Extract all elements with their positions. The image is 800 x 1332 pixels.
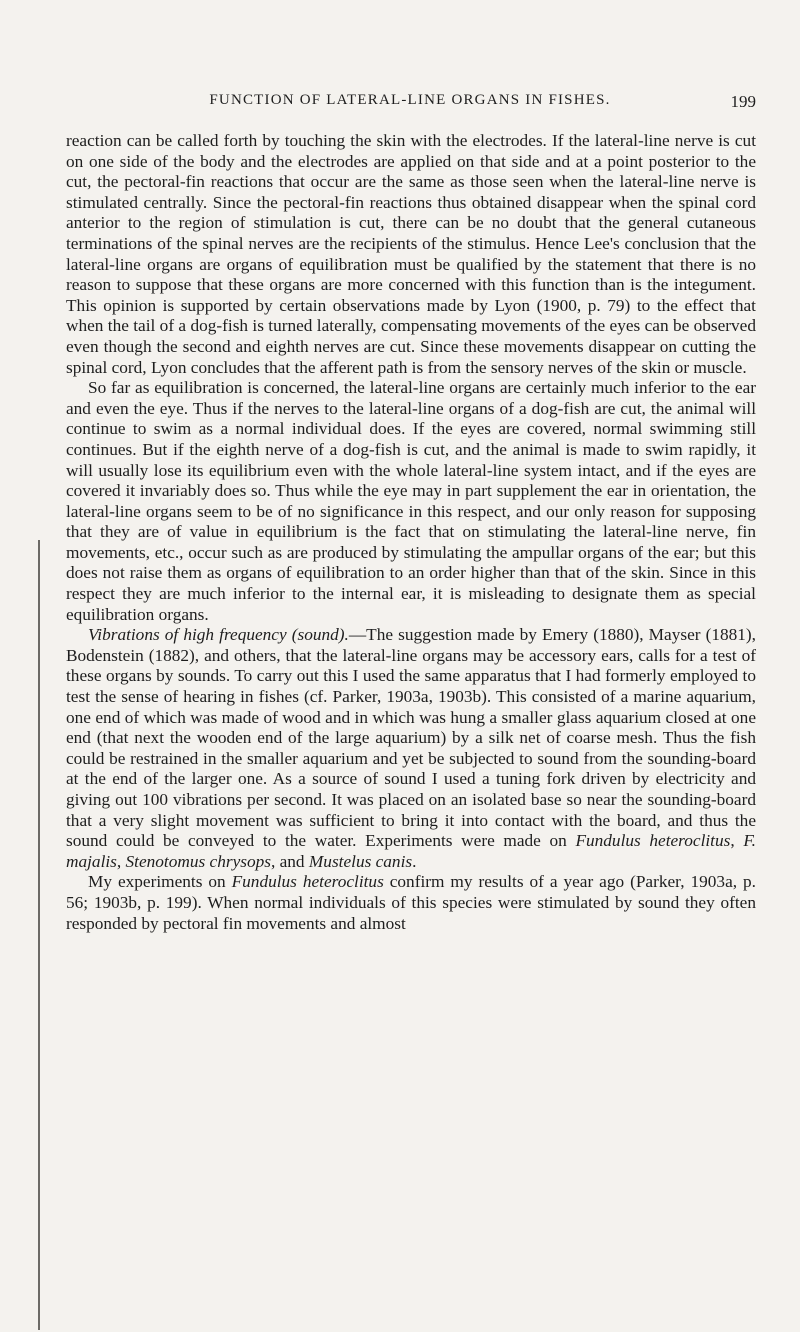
page-header bbox=[64, 92, 756, 116]
page-number: 199 bbox=[730, 92, 756, 111]
separator: , and bbox=[270, 851, 309, 871]
paragraph-3-text: —The suggestion made by Emery (1880), Mayser (1881), Bodenstein (1882), and others, that the lateral-line organs may be accessory ears, calls for a test of these organs by sounds. To carry out this I used the same apparatus that I had formerly employed to test the sense of hearing in fishes (cf. Parker, 1903a, 1903b). This consisted of a marine aquarium, one end of which was made of wood and in which was hung a smaller glass aquarium closed at one end (that next the wooden end of the large aquarium) by a silk net of coarse mesh. Thus the fish could be restrained in the smaller aquarium and yet be subjected to sound from the sounding-board at the end of the larger one. As a source of sound I used a tuning fork driven by electricity and giving out 100 vibrations per second. It was placed on an isolated base so near the sounding-board that a very slight movement was sufficient to bring it into contact with the board, and thus the sound could be conveyed to the water. Experiments were made on bbox=[66, 625, 756, 851]
paragraph-4 bbox=[66, 872, 756, 934]
species-stenotomus-chrysops: Stenotomus chrysops bbox=[125, 851, 271, 871]
species-mustelus-canis: Mustelus canis bbox=[308, 851, 413, 871]
paragraph-1: reaction can be called forth by touching the skin with the electrodes. If the lateral-line nerve is cut on one side of the body and the electrodes are applied on that side and at a point posterior to the cut, the pectoral-fin reactions that occur are the same as those seen when the lateral-line nerve is stimulated centrally. Since the pectoral-fin reactions thus obtained disappear when the spinal cord anterior to the region of stimulation is cut, there can be no doubt that the general cutaneous terminations of the spinal nerves are the recipients of the stimulus. Hence Lee's conclusion that the lateral-line organs are organs of equilibration must be qualified by the statement that there is no reason to suppose that these organs are more concerned with this function than is the integument. This opinion is supported by certain observations made by Lyon (1900, p. 79) to the effect that when the tail of a dog-fish is turned laterally, compensating movements of the eyes can be observed even though the second and eighth nerves are cut. Since these movements disappear on cutting the spinal cord, Lyon concludes that the afferent path is from the sensory nerves of the skin or muscle. bbox=[66, 131, 756, 377]
species-fundulus-heteroclitus: Fundulus heteroclitus bbox=[231, 872, 384, 892]
separator: , bbox=[116, 851, 126, 871]
separator: , bbox=[730, 831, 744, 851]
species-fundulus-heteroclitus: Fundulus heteroclitus bbox=[575, 831, 731, 851]
paragraph-4-text: confirm my results of a year ago (Parker, 1903a, p. 56; 1903b, p. 199). When normal individuals of this species were stimulated by sound they often responded by pectoral fin movements and almost bbox=[66, 872, 756, 933]
paragraph-4-start: My experiments on bbox=[88, 872, 232, 892]
running-head: FUNCTION OF LATERAL-LINE ORGANS IN FISHES. bbox=[209, 92, 611, 108]
sentence-end: . bbox=[412, 851, 417, 871]
paragraph-2: So far as equilibration is concerned, the lateral-line organs are certainly much inferior to the ear and even the eye. Thus if the nerves to the lateral-line organs of a dog-fish are cut, the animal will continue to swim as a normal individual does. If the eyes are covered, normal swimming still continues. But if the eighth nerve of a dog-fish is cut, and the animal is made to swim rapidly, it will usually lose its equilibrium even with the whole lateral-line system intact, and if the eyes are covered it invariably does so. Thus while the eye may in part supplement the ear in orientation, the lateral-line organs seem to be of no significance in this respect, and our only reason for supposing that they are of value in equilibrium is the fact that on stimulating the lateral-line nerve, fin movements, etc., occur such as are produced by stimulating the ampullar organs of the ear; but this does not raise them as organs of equilibration to an order higher than that of the skin. Since in this respect they are much inferior to the internal ear, it is misleading to designate them as special equilibration organs. bbox=[66, 378, 756, 624]
paragraph-3 bbox=[66, 625, 756, 872]
species-f-majalis: F. majalis bbox=[66, 831, 757, 871]
body-text bbox=[66, 131, 756, 934]
section-heading-vibrations: Vibrations of high frequency (sound). bbox=[88, 625, 349, 645]
page-edge-shadow bbox=[38, 540, 40, 1330]
